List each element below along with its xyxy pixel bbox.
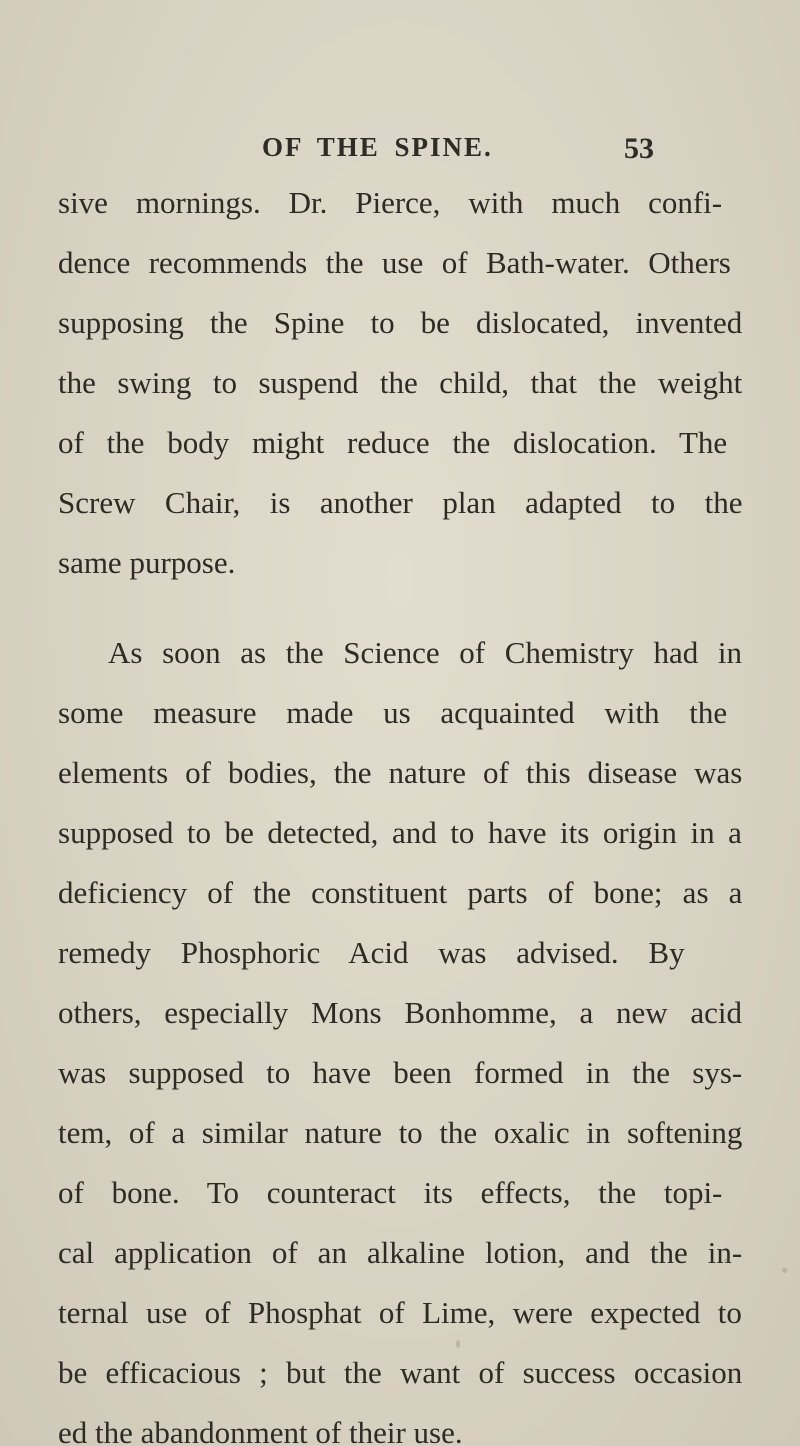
text-line: tem, of a similar nature to the oxalic in softening [58, 1115, 743, 1150]
text-line: dence recommends the use of Bath-water. Others [58, 245, 731, 280]
paper-speck [782, 1268, 787, 1273]
text-line: supposing the Spine to be dislocated, invented [58, 305, 743, 340]
text-line: was supposed to have been formed in the sys- [58, 1055, 743, 1090]
text-line: same purpose. [58, 545, 236, 580]
paper-speck [724, 1258, 730, 1263]
text-line: ternal use of Phosphat of Lime, were expected to [58, 1295, 742, 1330]
text-line: cal application of an alkaline lotion, and the in- [58, 1235, 743, 1270]
paper-speck [456, 1340, 460, 1348]
running-title: OF THE SPINE. [262, 132, 493, 162]
text-line: supposed to be detected, and to have its origin in a [58, 815, 742, 850]
text-line: remedy Phosphoric Acid was advised. By [58, 935, 685, 970]
text-line: ed the abandonment of their use. [58, 1415, 463, 1446]
text-line: As soon as the Science of Chemistry had in [108, 635, 742, 670]
page-number: 53 [624, 132, 654, 165]
text-line: of the body might reduce the dislocation. The [58, 425, 728, 460]
page-header [0, 132, 800, 172]
text-line: some measure made us acquainted with the [58, 695, 728, 730]
text-line: Screw Chair, is another plan adapted to the [58, 485, 743, 520]
text-line: sive mornings. Dr. Pierce, with much confi- [58, 185, 723, 220]
text-line: be efficacious ; but the want of success occasion [58, 1355, 743, 1390]
text-line: others, especially Mons Bonhomme, a new acid [58, 995, 743, 1030]
text-line: elements of bodies, the nature of this disease was [58, 755, 743, 790]
text-line: the swing to suspend the child, that the weight [58, 365, 743, 400]
text-line: deficiency of the constituent parts of bone; as a [58, 875, 743, 910]
text-line: of bone. To counteract its effects, the topi- [58, 1175, 723, 1210]
